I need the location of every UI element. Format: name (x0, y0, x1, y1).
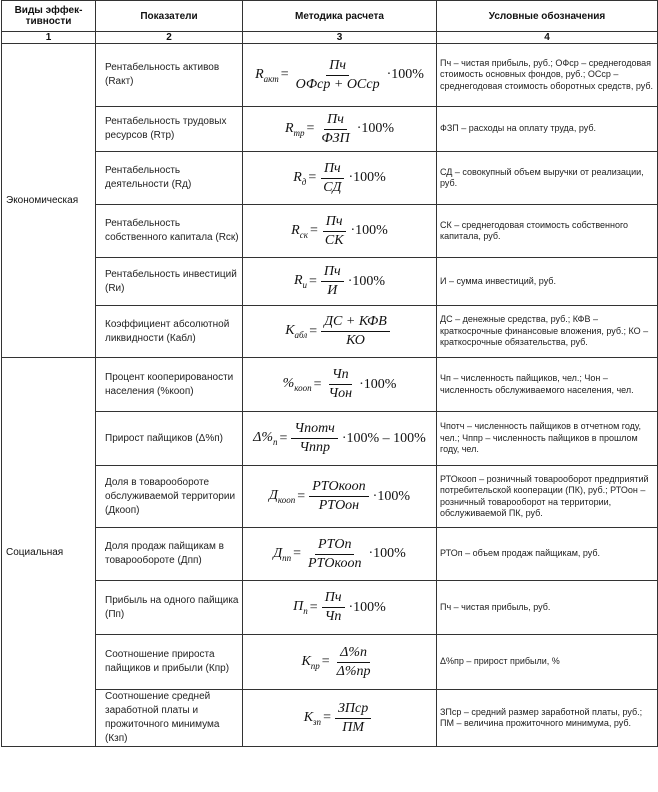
formula-lhs-symbol: К (301, 653, 311, 669)
formula-lhs-symbol: R (293, 273, 303, 289)
formula-cell (243, 528, 437, 581)
formula-denominator: ОФср + ОСср (295, 76, 380, 92)
table-row (2, 412, 658, 466)
formula-denominator: СД (323, 179, 342, 195)
formula-fraction (326, 367, 356, 402)
efficiency-indicators-table (1, 0, 658, 747)
formula-numerator: ЗПср (335, 701, 371, 719)
formula-fraction (320, 161, 344, 196)
formula-numerator: Чпотч (291, 421, 337, 439)
effect-type-cell: Экономическая (2, 44, 96, 358)
formula-lhs (255, 67, 279, 84)
col-number: 1 (2, 32, 96, 44)
formula-fraction (291, 421, 337, 456)
formula-numerator: Пч (321, 264, 344, 282)
formula-fraction (309, 479, 368, 514)
formula-lhs-subscript: тр (293, 127, 305, 138)
indicator-name: Рентабельность активов (Rакт) (96, 44, 243, 107)
formula-denominator: КО (346, 333, 365, 348)
formula-lhs-subscript: п (303, 605, 308, 616)
formula-fraction (318, 112, 352, 147)
header-legend: Условные обозначения (437, 1, 658, 32)
formula-numerator: РТОп (315, 537, 354, 555)
indicator-name: Рентабельность трудовых ресурсов (Rтр) (96, 107, 243, 152)
legend-text: ФЗП – расходы на оплату труда, руб. (437, 107, 658, 152)
table-row (2, 635, 658, 690)
indicator-name: Доля в товарообороте обслуживаемой территории (Дкооп) (96, 466, 243, 528)
equals-sign: = (321, 654, 330, 669)
legend-text: РТОкооп – розничный товарооборот предприятий потребительской кооперации (ПК), руб.; РТОон – розничный товарооборот на территории, обслуживаемой ПК, руб. (437, 466, 658, 528)
formula-lhs-subscript: и (302, 279, 308, 290)
equals-sign: = (313, 376, 322, 392)
formula-cell (243, 258, 437, 306)
formula-tail: ·100% – 100% (341, 430, 426, 446)
formula-lhs (285, 121, 305, 138)
formula-lhs-symbol: Д (273, 545, 283, 561)
formula-tail: ·100% (359, 376, 397, 392)
equals-sign: = (280, 67, 289, 82)
column-number-row (2, 32, 658, 44)
formula (293, 161, 386, 196)
indicator-name: Коэффициент абсолютной ликвидности (Кабл) (96, 306, 243, 358)
formula-lhs-symbol: Д (269, 488, 278, 504)
legend-text: СД – совокупный объем выручки от реализации, руб. (437, 152, 658, 205)
formula-cell (243, 466, 437, 528)
formula-numerator: Пч (321, 161, 344, 179)
formula-lhs-symbol: R (291, 222, 300, 238)
formula-cell (243, 44, 437, 107)
table-row (2, 205, 658, 258)
formula-numerator: Пч (323, 214, 346, 232)
formula-denominator: Чп (324, 609, 342, 624)
formula-tail: ·100% (348, 599, 386, 615)
equals-sign: = (309, 223, 318, 238)
formula-cell (243, 152, 437, 205)
formula-tail: ·100% (372, 488, 410, 504)
formula-lhs-subscript: акт (263, 73, 279, 84)
formula-cell (243, 306, 437, 358)
header-indicators: Показатели (96, 1, 243, 32)
formula-lhs-symbol: К (303, 709, 314, 725)
formula (283, 367, 397, 402)
col-number: 3 (243, 32, 437, 44)
formula (269, 479, 410, 514)
formula (293, 590, 386, 625)
equals-sign: = (293, 546, 302, 561)
formula-lhs-symbol: R (293, 169, 302, 185)
formula (273, 537, 406, 572)
formula-lhs-symbol: П (293, 599, 304, 615)
formula (255, 58, 424, 93)
legend-text: ЗПср – средний размер заработной платы, руб.; ПМ – величина прожиточного минимума, руб. (437, 690, 658, 747)
table-row (2, 107, 658, 152)
formula-fraction (321, 264, 344, 299)
legend-text: Чп – численность пайщиков, чел.; Чон – численность обслуживаемого населения, чел. (437, 358, 658, 412)
legend-text: Пч – чистая прибыль, руб. (437, 581, 658, 635)
formula (291, 214, 388, 249)
formula-numerator: ДС + КФВ (321, 314, 390, 332)
formula-lhs-subscript: пр (310, 660, 320, 671)
table-row (2, 152, 658, 205)
formula-numerator: Δ%п (337, 645, 370, 663)
formula-cell (243, 107, 437, 152)
table-row (2, 358, 658, 412)
formula-tail: ·100% (347, 273, 386, 289)
col-number: 2 (96, 32, 243, 44)
formula-denominator: РТОон (318, 498, 360, 513)
formula-denominator: И (327, 283, 338, 298)
equals-sign: = (309, 599, 318, 615)
formula-lhs-symbol: R (284, 120, 294, 136)
formula-lhs-subscript: зп (313, 716, 322, 727)
effect-type-cell: Социальная (2, 358, 96, 747)
formula-lhs (294, 273, 307, 290)
indicator-name: Доля продаж пайщикам в товарообороте (Дпп) (96, 528, 243, 581)
formula-numerator: Чп (329, 367, 352, 385)
table-row (2, 690, 658, 747)
formula-cell (243, 690, 437, 747)
formula-lhs-subscript: кооп (277, 494, 296, 505)
formula-tail: ·100% (356, 121, 395, 136)
formula (294, 264, 385, 299)
formula-lhs-subscript: абл (294, 329, 308, 340)
equals-sign: = (297, 488, 306, 504)
indicator-name: Рентабельность деятельности (Rд) (96, 152, 243, 205)
formula-lhs-symbol: К (285, 323, 295, 339)
formula-fraction (322, 214, 347, 249)
indicator-name: Соотношение прироста пайщиков и прибыли (Кпр) (96, 635, 243, 690)
legend-text: Пч – чистая прибыль, руб.; ОФср – среднегодовая стоимость основных фондов, руб.; ОСср – среднегодовая стоимость оборотных средств, руб. (437, 44, 658, 107)
formula-cell (243, 412, 437, 466)
legend-text: Δ%пр – прирост прибыли, % (437, 635, 658, 690)
formula-denominator: ПМ (342, 719, 364, 735)
formula-lhs (293, 170, 306, 187)
legend-text: И – сумма инвестиций, руб. (437, 258, 658, 306)
formula-numerator: Пч (322, 590, 345, 608)
formula-lhs (283, 376, 312, 393)
formula-lhs (301, 654, 319, 671)
indicator-name: Рентабельность собственного капитала (Rск) (96, 205, 243, 258)
formula-tail: ·100% (386, 67, 424, 82)
formula-lhs (304, 710, 321, 727)
formula-denominator: РТОкооп (308, 555, 362, 571)
formula-lhs-symbol: R (255, 66, 264, 82)
formula-fraction (334, 645, 374, 680)
formula-denominator: Δ%пр (336, 663, 371, 679)
formula-lhs-symbol: % (282, 376, 295, 392)
equals-sign: = (306, 121, 315, 136)
table-row (2, 306, 658, 358)
indicator-name: Соотношение средней заработной платы и прожиточного минимума (Кзп) (96, 690, 243, 747)
table-row (2, 258, 658, 306)
formula-numerator: Пч (326, 58, 349, 76)
legend-text: Чпотч – численность пайщиков в отчетном году, чел.; Чппр – численность пайщиков в прошлом году, чел. (437, 412, 658, 466)
formula-lhs-subscript: п (273, 436, 278, 447)
formula (304, 701, 375, 736)
indicator-name: Рентабельность инвестиций (Rи) (96, 258, 243, 306)
header-method: Методика расчета (243, 1, 437, 32)
formula-tail: ·100% (350, 223, 388, 238)
col-number: 4 (437, 32, 658, 44)
table-row (2, 466, 658, 528)
formula-cell (243, 581, 437, 635)
legend-text: СК – среднегодовая стоимость собственного капитала, руб. (437, 205, 658, 258)
formula-cell (243, 635, 437, 690)
equals-sign: = (309, 323, 318, 339)
indicator-name: Прибыль на одного пайщика (Пп) (96, 581, 243, 635)
formula-lhs-subscript: пп (282, 552, 292, 563)
formula-fraction (321, 314, 390, 349)
formula-lhs (269, 488, 295, 505)
formula-numerator: РТОкооп (309, 479, 368, 497)
formula-cell (243, 358, 437, 412)
formula-denominator: СК (324, 232, 344, 248)
equals-sign: = (308, 170, 317, 185)
formula-lhs-subscript: д (301, 176, 307, 187)
formula-denominator: Чппр (299, 440, 330, 455)
formula-cell (243, 205, 437, 258)
formula-lhs (285, 323, 307, 340)
indicator-name: Процент кооперированости населения (%коoп) (96, 358, 243, 412)
formula-fraction (322, 590, 345, 625)
formula-denominator: ФЗП (321, 130, 350, 146)
table-row (2, 581, 658, 635)
formula-tail: ·100% (368, 546, 406, 561)
legend-text: РТОп – объем продаж пайщикам, руб. (437, 528, 658, 581)
formula (253, 421, 426, 456)
formula-fraction (335, 701, 371, 736)
indicator-name: Прирост пайщиков (Δ%п) (96, 412, 243, 466)
formula-lhs-subscript: кооп (294, 382, 312, 393)
formula (285, 112, 394, 147)
formula-fraction (305, 537, 364, 572)
formula-numerator: Пч (324, 112, 347, 130)
table-body (2, 32, 658, 747)
formula (301, 645, 377, 680)
formula-lhs-symbol: Δ% (253, 430, 274, 446)
legend-text: ДС – денежные средства, руб.; КФВ – краткосрочные финансовые вложения, руб.; КО – краткосрочные обязательства, руб. (437, 306, 658, 358)
equals-sign: = (309, 273, 317, 289)
formula (285, 314, 394, 349)
formula-lhs (291, 223, 308, 240)
formula-fraction (293, 58, 383, 93)
formula-denominator: Чон (328, 386, 353, 401)
equals-sign: = (323, 710, 331, 725)
table-row (2, 528, 658, 581)
equals-sign: = (279, 430, 288, 446)
formula-lhs-subscript: ск (299, 229, 308, 240)
header-effect-types: Виды эффек-тивности (2, 1, 96, 32)
formula-tail: ·100% (348, 170, 386, 185)
formula-lhs (293, 599, 308, 616)
formula-lhs (253, 430, 277, 447)
table-row (2, 44, 658, 107)
formula-lhs (273, 546, 291, 563)
